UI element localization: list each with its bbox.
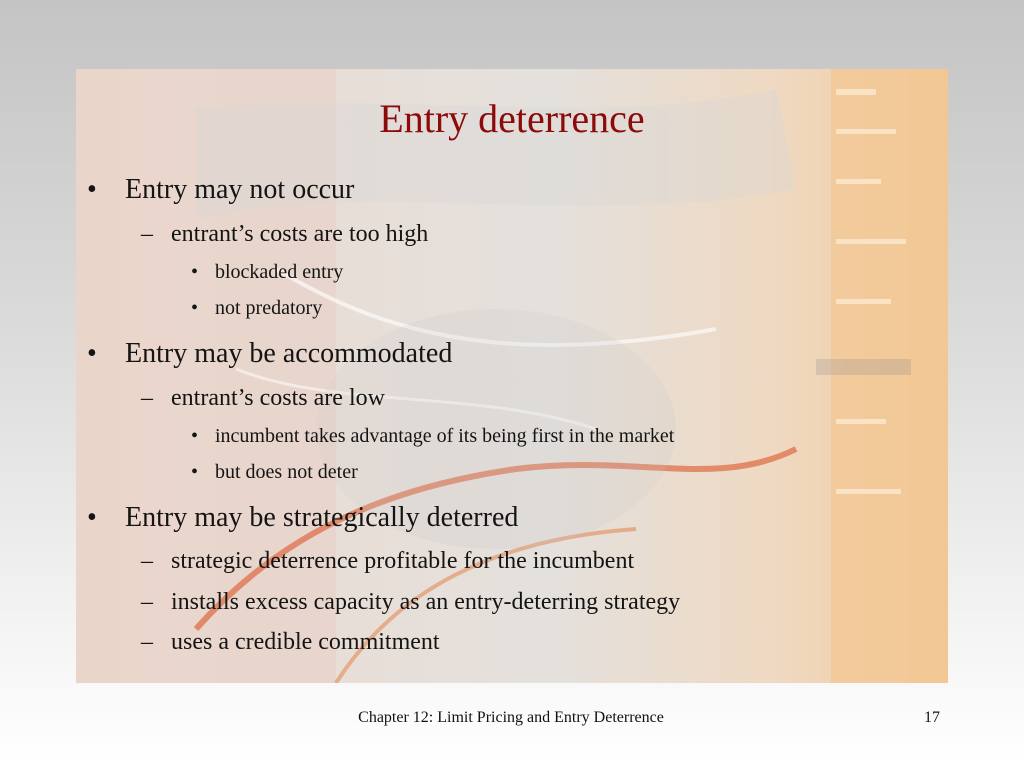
- footer-chapter-title: Chapter 12: Limit Pricing and Entry Deterrence: [358, 709, 664, 726]
- dash-marker: –: [141, 221, 153, 247]
- bullet-text: incumbent takes advantage of its being first in the market: [215, 425, 675, 447]
- bullet-text: blockaded entry: [215, 261, 344, 283]
- bullet-marker: •: [191, 461, 199, 483]
- bullet-list: [76, 69, 948, 683]
- slide-panel: [76, 69, 948, 683]
- bullet-level3: [191, 296, 323, 320]
- bullet-text: but does not deter: [215, 461, 358, 483]
- bullet-level2: [141, 588, 681, 616]
- bullet-level2: [141, 384, 385, 412]
- dash-marker: –: [141, 385, 153, 411]
- slide-title: Entry deterrence: [379, 96, 645, 141]
- page-number: 17: [924, 709, 940, 726]
- bullet-level3: [191, 260, 344, 284]
- dash-marker: –: [141, 589, 153, 615]
- bullet-marker: •: [191, 297, 199, 319]
- bullet-text: uses a credible commitment: [171, 629, 440, 655]
- bullet-text: entrant’s costs are too high: [171, 221, 429, 247]
- bullet-text: entrant’s costs are low: [171, 385, 385, 411]
- bullet-level3: [191, 460, 358, 484]
- bullet-marker: •: [87, 174, 97, 205]
- bullet-text: not predatory: [215, 297, 323, 319]
- bullet-text: Entry may be strategically deterred: [125, 502, 519, 533]
- dash-marker: –: [141, 629, 153, 655]
- bullet-level2: [141, 220, 429, 248]
- bullet-level2: [141, 628, 440, 656]
- bullet-text: installs excess capacity as an entry-deterring strategy: [171, 589, 681, 615]
- bullet-level1: [87, 337, 453, 371]
- bullet-marker: •: [191, 425, 199, 447]
- bullet-marker: •: [191, 261, 199, 283]
- dash-marker: –: [141, 548, 153, 574]
- bullet-marker: •: [87, 338, 97, 369]
- bullet-text: strategic deterrence profitable for the incumbent: [171, 548, 635, 574]
- bullet-marker: •: [87, 502, 97, 533]
- bullet-level3: [191, 424, 675, 448]
- bullet-level1: [87, 501, 519, 535]
- bullet-level2: [141, 547, 635, 575]
- bullet-text: Entry may be accommodated: [125, 338, 453, 369]
- bullet-level1: [87, 173, 355, 207]
- bullet-text: Entry may not occur: [125, 174, 355, 205]
